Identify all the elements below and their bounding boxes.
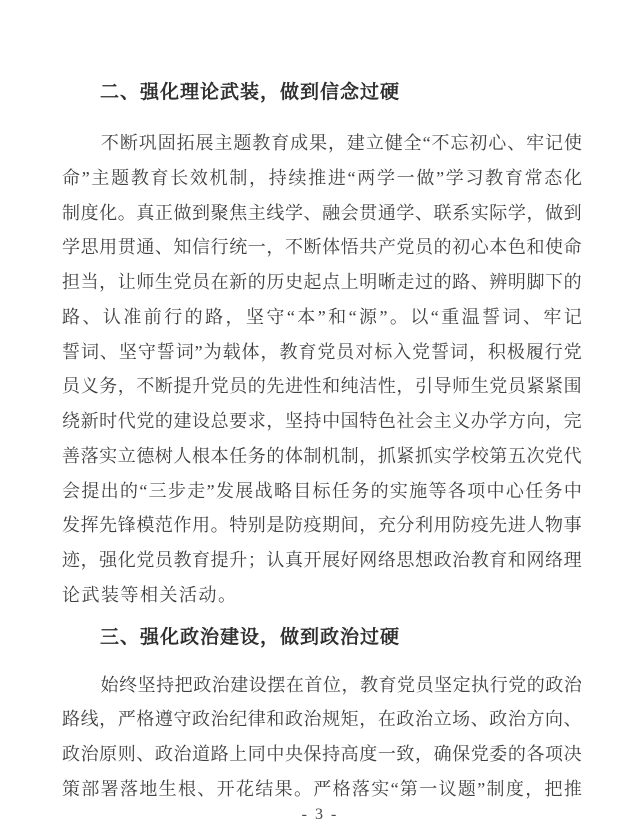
- text-line: 学 思 用 贯 通 、 知 信 行 统 一 ， 不 断 体 悟 共 产 党 员 的 初 心 本 色 和 使 命: [62, 237, 582, 258]
- section-heading: 二、强化理论武装，做到信念过硬: [100, 82, 401, 103]
- text-line: 路 、 认 准 前 行 的 路 ， 坚 守 “ 本 ” 和 “ 源 ” 。 以 “ 重 温 誓 词 、 牢 记: [62, 306, 582, 327]
- text-line: 担 当 ， 让 师 生 党 员 在 新 的 历 史 起 点 上 明 晰 走 过 的 路 、 辨 明 脚 下 的: [62, 272, 582, 292]
- page-number: - 3 -: [301, 806, 339, 823]
- text-line: 会 提 出 的 “ 三 步 走 ” 发 展 战 略 目 标 任 务 的 实 施 等 各 项 中 心 任 务 中: [62, 480, 582, 501]
- text-line: 制 度 化 。 真 正 做 到 聚 焦 主 线 学 、 融 会 贯 通 学 、 联 系 实 际 学 ， 做 到: [62, 202, 582, 223]
- text-line: 始 终 坚 持 把 政 治 建 设 摆 在 首 位 ， 教 育 党 员 坚 定 执 行 党 的 政 治: [100, 674, 582, 695]
- text-line: 绕 新 时 代 党 的 建 设 总 要 求 ， 坚 持 中 国 特 色 社 会 主 义 办 学 方 向 ， 完: [62, 411, 582, 431]
- text-line: 迹 ， 强 化 党 员 教 育 提 升 ； 认 真 开 展 好 网 络 思 想 政 治 教 育 和 网 络 理: [62, 550, 582, 570]
- section: [62, 620, 582, 807]
- text-line: 命 ” 主 题 教 育 长 效 机 制 ， 持 续 推 进 “ 两 学 一 做 ” 学 习 教 育 常 态 化: [62, 167, 582, 188]
- text-line: 路 线 ， 严 格 遵 守 政 治 纪 律 和 政 治 规 矩 ， 在 政 治 立 场 、 政 治 方 向 、: [62, 709, 582, 730]
- section: [62, 75, 582, 613]
- text-line: 政 治 原 则 、 政 治 道 路 上 同 中 央 保 持 高 度 一 致 ， 确 保 党 委 的 各 项 决: [62, 744, 582, 764]
- text-line: 论武装等相关活动。: [62, 584, 238, 605]
- text-line: 员 义 务 ， 不 断 提 升 党 员 的 先 进 性 和 纯 洁 性 ， 引 导 师 生 党 员 紧 紧 围: [62, 376, 582, 397]
- text-line: 善 落 实 立 德 树 人 根 本 任 务 的 体 制 机 制 ， 抓 紧 抓 实 学 校 第 五 次 党 代: [62, 445, 582, 466]
- paragraph: [62, 126, 582, 613]
- text-line: 发 挥 先 锋 模 范 作 用 。 特 别 是 防 疫 期 间 ， 充 分 利 用 防 疫 先 进 人 物 事: [62, 515, 582, 536]
- text-line: 誓 词 、 坚 守 誓 词 ” 为 载 体 ， 教 育 党 员 对 标 入 党 誓 词 ， 积 极 履 行 党: [62, 341, 582, 362]
- paragraph: [62, 668, 582, 807]
- document-body: [62, 75, 582, 807]
- text-line: 不 断 巩 固 拓 展 主 题 教 育 成 果 ， 建 立 健 全 “ 不 忘 初 心 、 牢 记 使: [100, 133, 582, 153]
- text-line: 策 部 署 落 地 生 根 、 开 花 结 果 。 严 格 落 实 “ 第 一 议 题 ” 制 度 ， 把 推: [62, 778, 582, 799]
- section-heading: 三、强化政治建设，做到政治过硬: [100, 626, 401, 648]
